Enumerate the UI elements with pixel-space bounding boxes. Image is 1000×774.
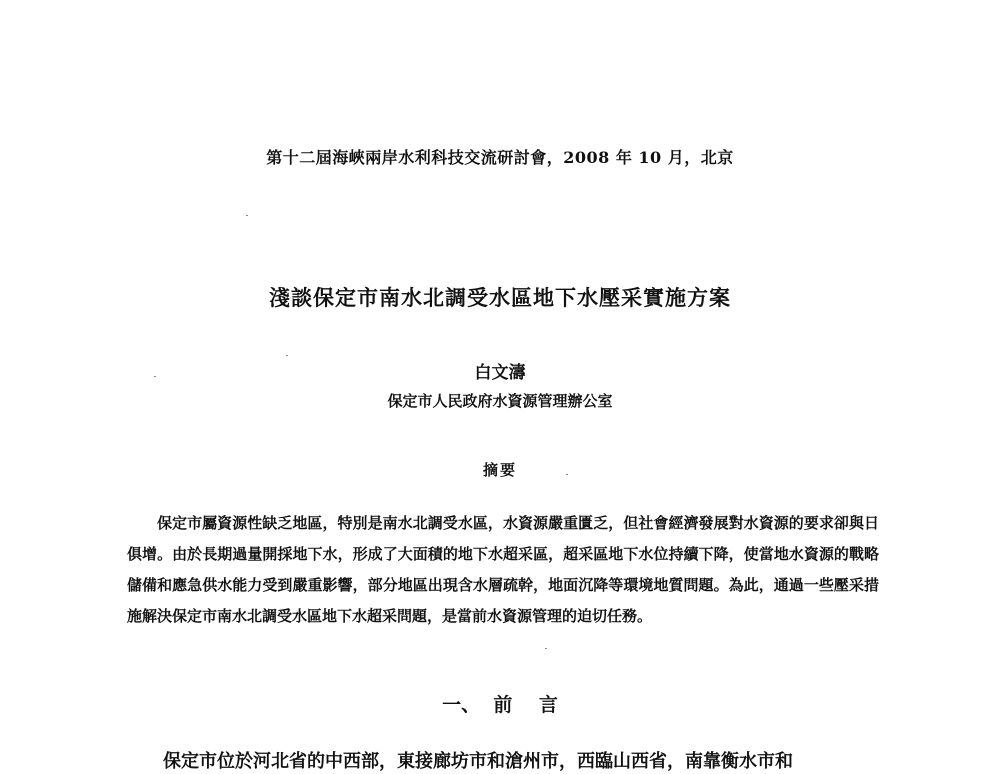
abstract-heading: 摘要 [482,461,517,479]
scan-speck [566,474,568,475]
scan-speck [286,355,288,356]
scan-speck [246,215,248,216]
author-affiliation: 保定市人民政府水資源管理辦公室 [387,392,613,410]
section-first-line: 保定市位於河北省的中西部，東接廊坊市和滄州市，西臨山西省，南靠衡水市和 [163,751,793,772]
scan-speck [545,648,547,649]
abstract-body: 保定市屬資源性缺乏地區，特別是南水北調受水區，水資源嚴重匱乏，但社會經濟發展對水資源的要求卻與日俱增。由於長期過量開採地下水，形成了大面積的地下水超采區，超采區地下水位持續下降，使當地水資源的戰略儲備和應急供水能力受到嚴重影響，部分地區出現含水層疏幹，地面沉降等環境地質問題。為此，通過一些壓采措施解決保定市南水北調受水區地下水超采問題，是當前水資源管理的迫切任務。 [127,514,879,625]
paper-title: 淺談保定市南水北調受水區地下水壓采實施方案 [269,286,731,310]
author-name: 白文濤 [474,363,526,383]
section-heading: 一、 前 言 [442,694,558,716]
conference-header: 第十二屆海峽兩岸水利科技交流研討會，2008 年 10 月，北京 [266,148,734,167]
